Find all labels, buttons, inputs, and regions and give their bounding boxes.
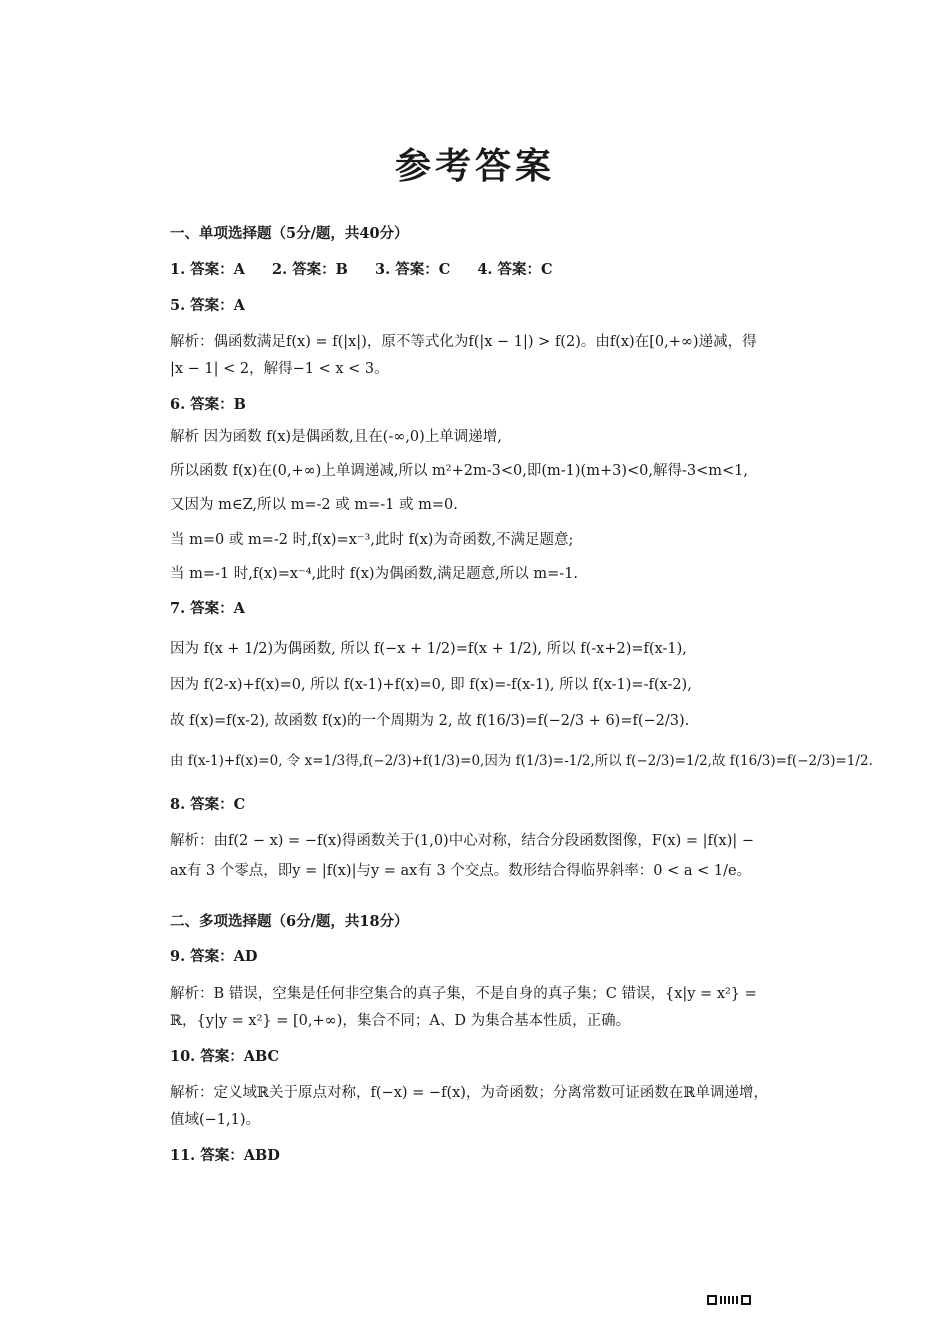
answer-8: 8. 答案：C [170, 796, 246, 813]
analysis-9-line-2: ℝ，{y|y = x²} = [0,+∞)，集合不同；A、D 为集合基本性质，正确。 [170, 1013, 631, 1029]
answer-4: 4. 答案：C [477, 261, 553, 278]
answer-11: 11. 答案：ABD [170, 1147, 280, 1164]
section-header-multiple-choice: 二、多项选择题（6分/题，共18分） [170, 913, 409, 930]
answer-9: 9. 答案：AD [170, 948, 258, 965]
qr-code-icon [707, 1295, 751, 1305]
analysis-6-line-5: 当 m=-1 时,f(x)=x⁻⁴,此时 f(x)为偶函数,满足题意,所以 m=-1. [170, 566, 579, 582]
analysis-9-line-1: 解析：B 错误，空集是任何非空集合的真子集，不是自身的真子集；C 错误，{x|y = x²} = [170, 986, 757, 1002]
answer-10: 10. 答案：ABC [170, 1048, 280, 1065]
analysis-7-line-4: 由 f(x-1)+f(x)=0, 令 x=1/3得,f(−2/3)+f(1/3)=0,因为 f(1/3)=-1/2,所以 f(−2/3)=1/2,故 f(16/3)=f(−2/3)=1/2. [170, 753, 873, 769]
answer-row-1-4 [170, 259, 790, 281]
analysis-8-line-1: 解析：由f(2 − x) = −f(x)得函数关于(1,0)中心对称，结合分段函数图像，F(x) = |f(x)| − [170, 833, 755, 849]
answer-2: 2. 答案：B [272, 261, 348, 278]
answer-1: 1. 答案：A [170, 261, 245, 278]
analysis-6-line-3: 又因为 m∈Z,所以 m=-2 或 m=-1 或 m=0. [170, 497, 458, 513]
analysis-10-line-2: 值域(−1,1)。 [170, 1112, 261, 1128]
section-header-single-choice: 一、单项选择题（5分/题，共40分） [170, 225, 409, 242]
analysis-7-line-3: 故 f(x)=f(x-2), 故函数 f(x)的一个周期为 2, 故 f(16/3)=f(−2/3 + 6)=f(−2/3). [170, 713, 690, 729]
answer-6: 6. 答案：B [170, 396, 246, 413]
analysis-7-line-2: 因为 f(2-x)+f(x)=0, 所以 f(x-1)+f(x)=0, 即 f(x)=-f(x-1), 所以 f(x-1)=-f(x-2), [170, 677, 692, 693]
analysis-7-line-1: 因为 f(x + 1/2)为偶函数, 所以 f(−x + 1/2)=f(x + 1/2), 所以 f(-x+2)=f(x-1), [170, 641, 687, 657]
analysis-6-line-1: 解析 因为函数 f(x)是偶函数,且在(-∞,0)上单调递增, [170, 429, 502, 445]
analysis-10-line-1: 解析：定义域ℝ关于原点对称，f(−x) = −f(x)，为奇函数；分离常数可证函数在ℝ单调递增， [170, 1085, 768, 1101]
analysis-6-line-4: 当 m=0 或 m=-2 时,f(x)=x⁻³,此时 f(x)为奇函数,不满足题意; [170, 532, 574, 548]
page-title: 参考答案 [394, 146, 555, 187]
analysis-6-line-2: 所以函数 f(x)在(0,+∞)上单调递减,所以 m²+2m-3<0,即(m-1)(m+3)<0,解得-3<m<1, [170, 463, 748, 479]
answer-7: 7. 答案：A [170, 600, 245, 617]
answer-5: 5. 答案：A [170, 297, 245, 314]
analysis-5-line-1: 解析：偶函数满足f(x) = f(|x|)，原不等式化为f(|x − 1|) > f(2)。由f(x)在[0,+∞)递减，得 [170, 334, 757, 350]
analysis-8-line-2: ax有 3 个零点，即y = |f(x)|与y = ax有 3 个交点。数形结合得临界斜率：0 < a < 1/e。 [170, 863, 752, 879]
analysis-5-line-2: |x − 1| < 2，解得−1 < x < 3。 [170, 361, 389, 377]
answer-3: 3. 答案：C [375, 261, 451, 278]
